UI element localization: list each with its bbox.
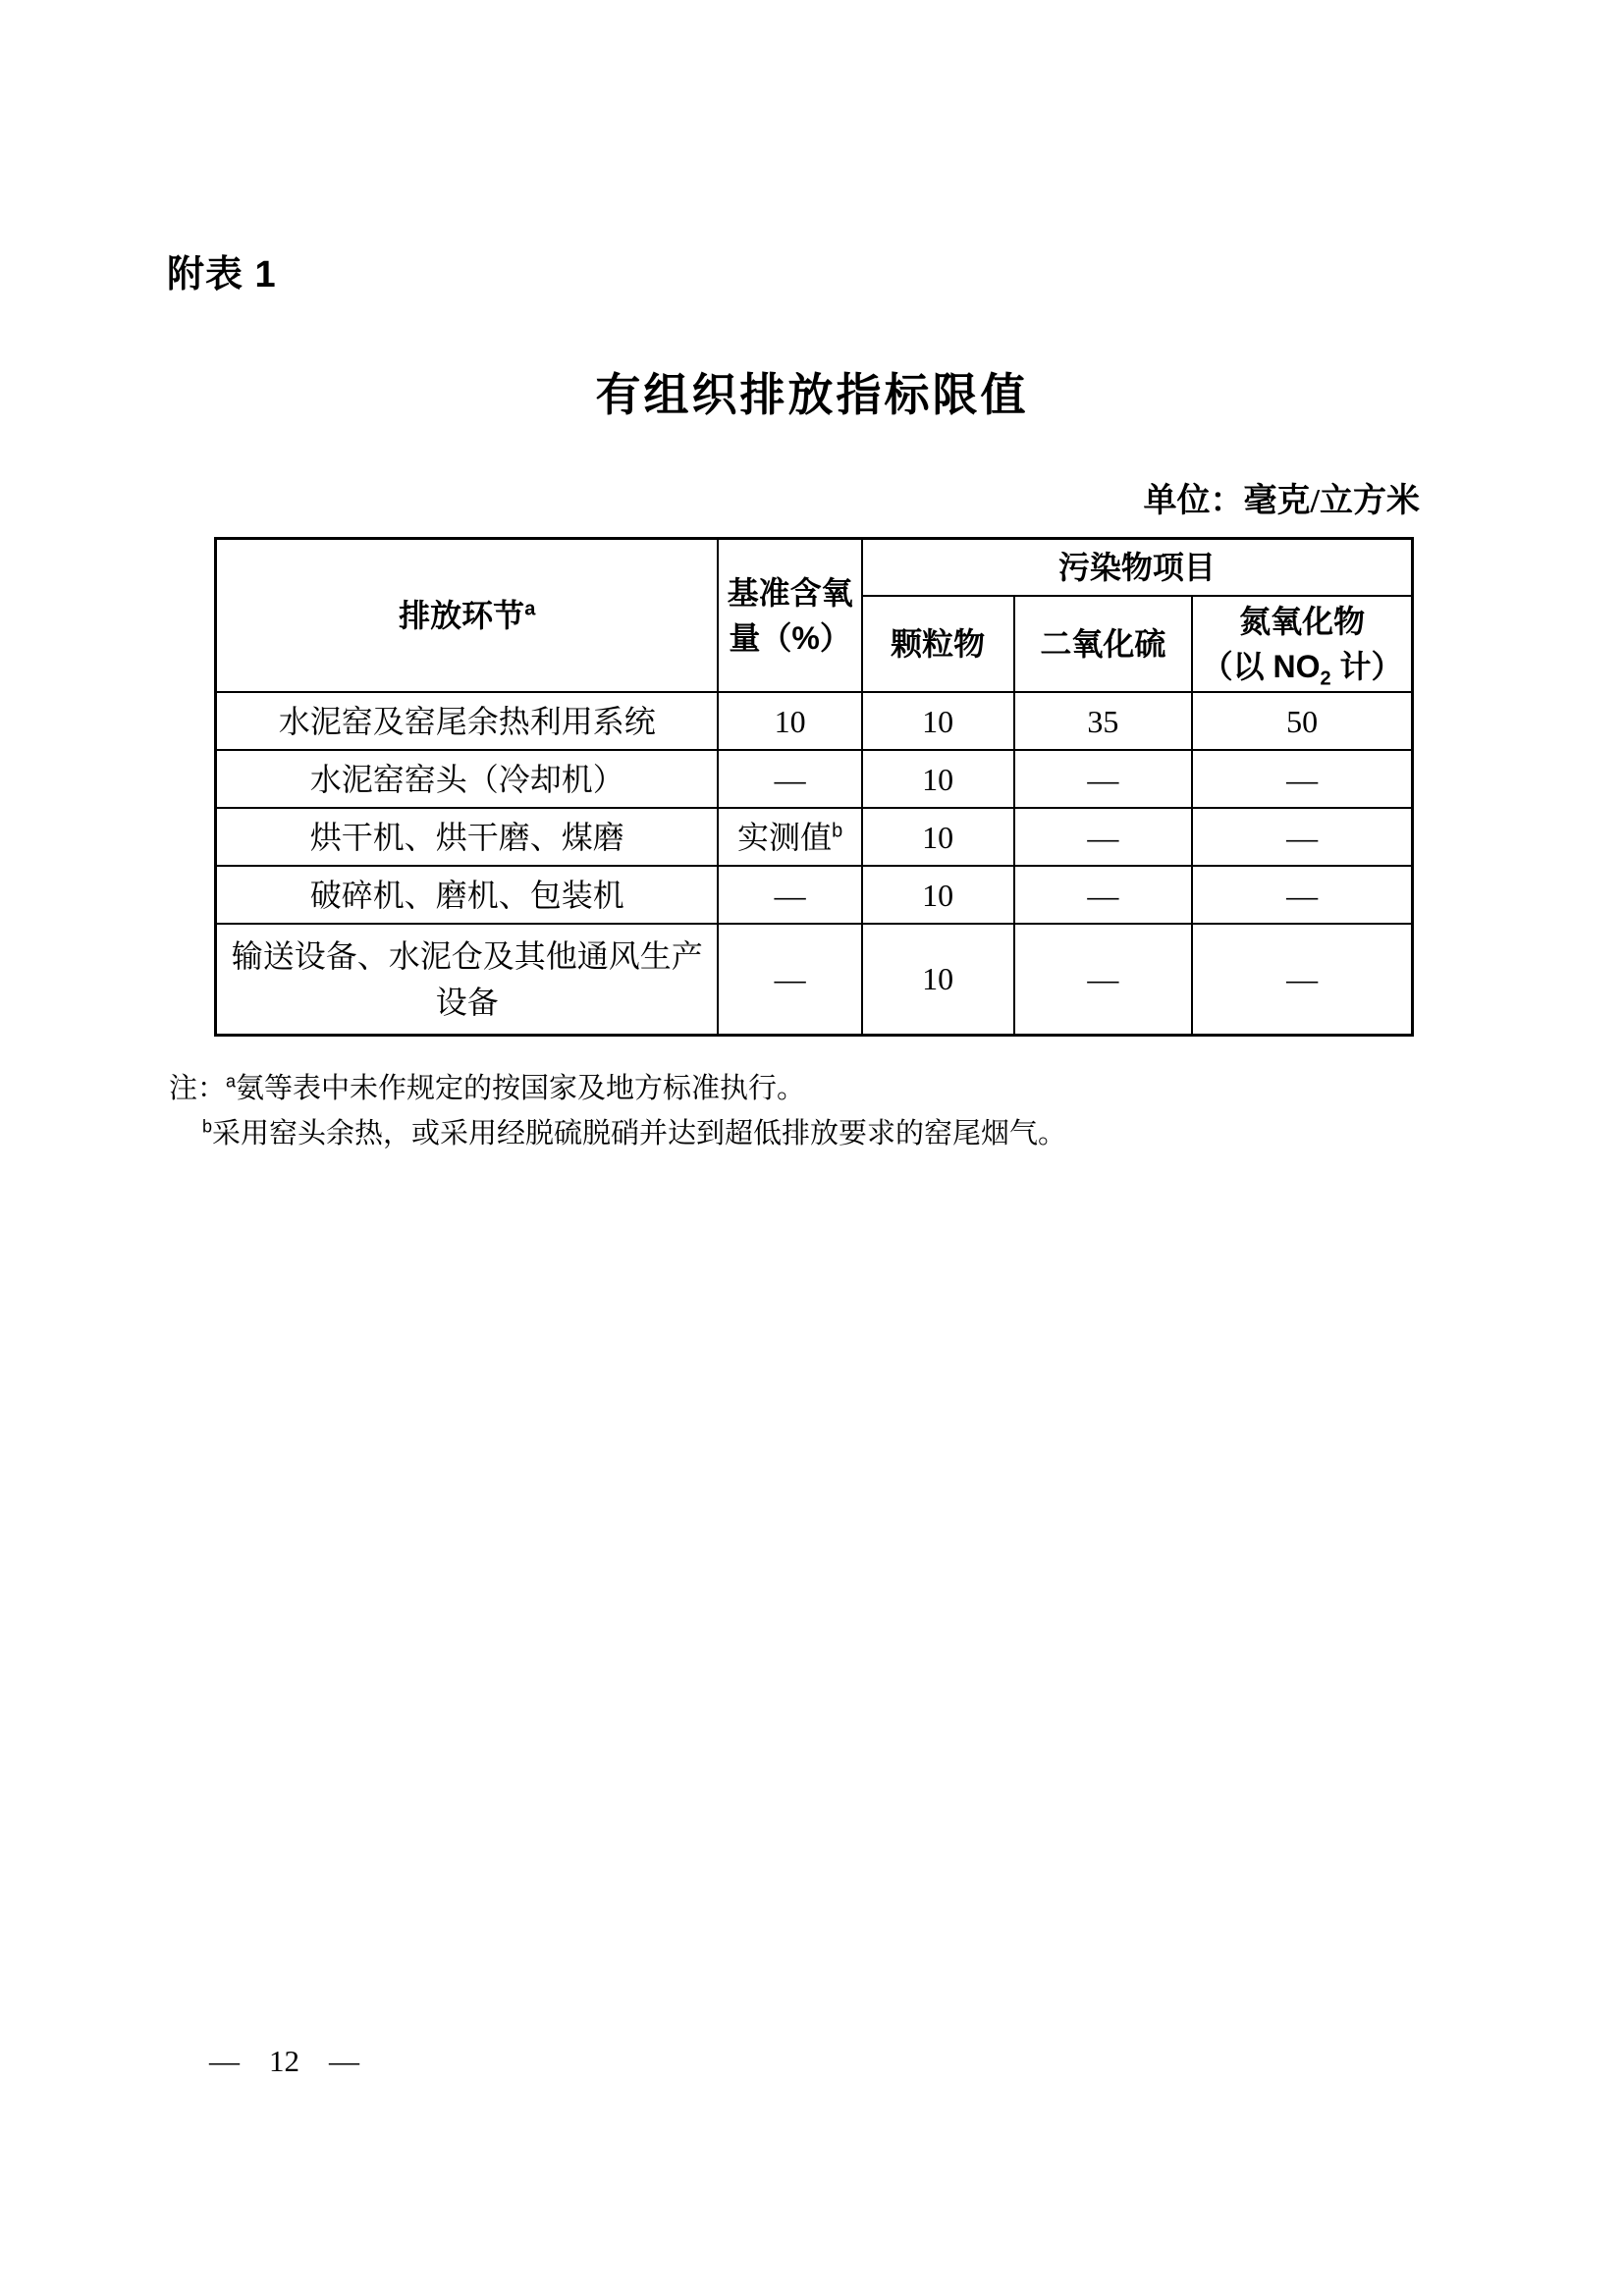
note-b-marker: b xyxy=(202,1116,213,1137)
oxygen-cell: — xyxy=(718,750,861,808)
note-b xyxy=(202,1111,1066,1156)
header-pollutants-group: 污染物项目 xyxy=(862,539,1413,596)
header-nox-line1: 氮氧化物 xyxy=(1239,603,1366,639)
table-row xyxy=(216,808,1413,866)
header-stage-footnote-marker: a xyxy=(524,598,536,620)
so2-cell: — xyxy=(1014,808,1193,866)
header-pm: 颗粒物 xyxy=(862,596,1014,693)
stage-cell: 烘干机、烘干磨、煤磨 xyxy=(216,808,719,866)
page-number: 12 xyxy=(269,2044,299,2078)
page-number-footer xyxy=(209,2044,359,2079)
header-stage xyxy=(216,539,719,693)
pm-cell: 10 xyxy=(862,750,1014,808)
header-nox xyxy=(1192,596,1412,693)
so2-cell: — xyxy=(1014,750,1193,808)
note-a-text: 氨等表中未作规定的按国家及地方标准执行。 xyxy=(236,1073,806,1104)
pm-cell: 10 xyxy=(862,808,1014,866)
header-row-top xyxy=(216,539,1413,596)
oxygen-cell: 10 xyxy=(718,692,861,750)
header-so2: 二氧化硫 xyxy=(1014,596,1193,693)
header-oxygen-line1: 基准含氧 xyxy=(727,574,853,611)
nox-cell: — xyxy=(1192,924,1412,1035)
note-a xyxy=(169,1066,1066,1111)
oxygen-footnote-marker: b xyxy=(832,819,843,841)
note-b-text: 采用窑头余热，或采用经脱硫脱硝并达到超低排放要求的窑尾烟气。 xyxy=(212,1118,1067,1149)
table-row xyxy=(216,866,1413,924)
unit-label: 单位：毫克/立方米 xyxy=(1143,483,1420,519)
stage-cell: 水泥窑窑头（冷却机） xyxy=(216,750,719,808)
stage-cell: 水泥窑及窑尾余热利用系统 xyxy=(216,692,719,750)
header-nox-subscript: 2 xyxy=(1320,667,1331,690)
pm-cell: 10 xyxy=(862,866,1014,924)
oxygen-cell: — xyxy=(718,924,861,1035)
nox-cell: 50 xyxy=(1192,692,1412,750)
note-a-marker: a xyxy=(226,1071,237,1092)
nox-cell: — xyxy=(1192,866,1412,924)
stage-cell: 破碎机、磨机、包装机 xyxy=(216,866,719,924)
header-nox-line2-pre: （以 NO xyxy=(1201,648,1321,684)
footer-dash-right: — xyxy=(329,2044,359,2078)
pm-cell: 10 xyxy=(862,692,1014,750)
oxygen-cell: — xyxy=(718,866,861,924)
table-notes xyxy=(169,1066,1066,1156)
table-row xyxy=(216,692,1413,750)
note-prefix: 注： xyxy=(169,1073,227,1104)
nox-cell: — xyxy=(1192,808,1412,866)
oxygen-cell xyxy=(718,808,861,866)
header-oxygen-line2: 量（%） xyxy=(729,620,851,657)
nox-cell: — xyxy=(1192,750,1412,808)
so2-cell: 35 xyxy=(1014,692,1193,750)
oxygen-value: 实测值 xyxy=(737,819,833,855)
so2-cell: — xyxy=(1014,924,1193,1035)
annex-label: 附表 1 xyxy=(167,254,277,295)
header-oxygen xyxy=(718,539,861,693)
header-nox-line2-post: 计） xyxy=(1330,648,1403,684)
footer-dash-left: — xyxy=(209,2044,240,2078)
so2-cell: — xyxy=(1014,866,1193,924)
table-row xyxy=(216,750,1413,808)
pm-cell: 10 xyxy=(862,924,1014,1035)
header-stage-label: 排放环节 xyxy=(399,597,525,633)
stage-cell: 输送设备、水泥仓及其他通风生产设备 xyxy=(216,924,719,1035)
emission-limits-table xyxy=(214,537,1414,1037)
table-row xyxy=(216,924,1413,1035)
page-title: 有组织排放指标限值 xyxy=(595,369,1029,420)
